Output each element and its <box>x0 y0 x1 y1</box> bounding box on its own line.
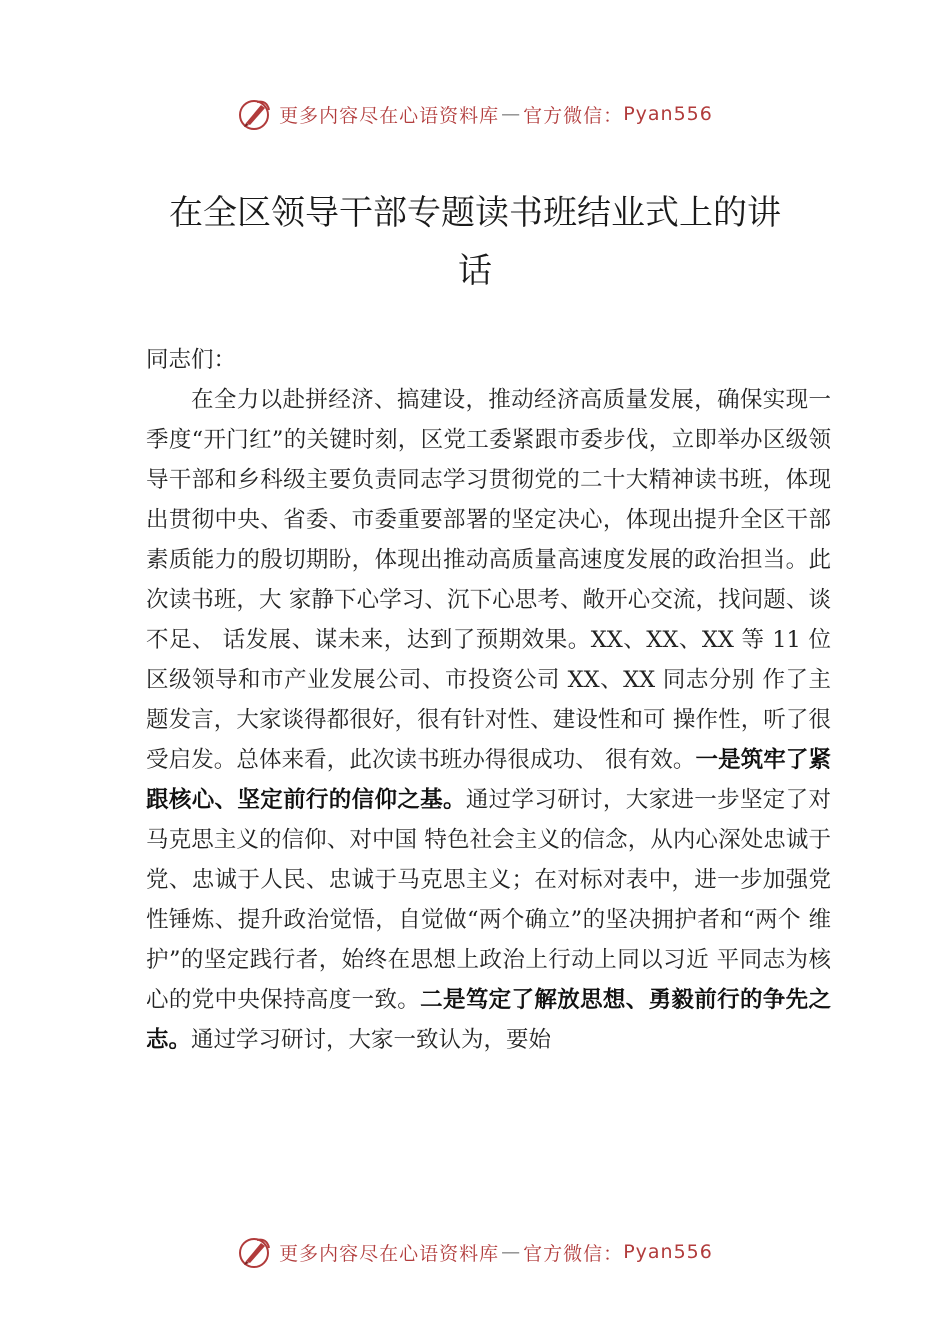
point-two-text: 通过学习研讨，大家一致认为，要始 <box>191 1027 552 1053</box>
footer-watermark <box>0 1232 950 1272</box>
watermark-wechat-label: 官方微信： <box>523 1242 624 1265</box>
body-paragraph <box>146 380 831 1060</box>
title-line-1: 在全区领导干部专题读书班结业式上的讲 <box>169 193 781 233</box>
watermark-wechat-label: 官方微信： <box>523 104 624 127</box>
watermark-text: 更多内容尽在心语资料库 <box>279 1242 500 1265</box>
point-one-heading: 一是筑牢了紧跟核心、坚定前行的信仰之基。 <box>146 747 831 813</box>
title-line-2: 话 <box>458 251 492 291</box>
pen-logo-icon <box>237 1234 273 1270</box>
header-watermark <box>0 94 950 134</box>
salutation: 同志们： <box>146 347 237 373</box>
paragraph-intro: 在全力以赴拼经济、搞建设，推动经济高质量发展，确保实现一季度“开门红”的关键时刻，区党工委紧跟市委步伐，立即举办区级领导干部和乡科级主要负责同志学习贯彻党的二十大精神读书班，体现出贯彻中央、省委、市委重要部署的坚定决心，体现出提升全区干部素质能力的殷切期盼，体现出推动高质量高速度发展的政治担当。此次读书班，大 家静下心学习、沉下心思考、敞开心交流，找问题、谈不足、 话发展、谋未来，达到了预期效果。XX、XX、XX 等 11 位区级领导和市产业发展公司、市投资公司 XX、XX 同志分别 作了主题发言，大家谈得都很好，很有针对性、建设性和可 操作性，听了很受启发。总体来看，此次读书班办得很成功、 很有效。 <box>146 387 831 773</box>
watermark-separator: — <box>501 1241 522 1263</box>
pen-logo-icon <box>237 96 273 132</box>
document-title <box>150 184 800 300</box>
watermark-separator: — <box>501 103 522 125</box>
watermark-wechat-id: Pyan556 <box>623 1241 713 1263</box>
point-two-heading: 二是笃定了解放思想、勇毅前行的争先之志。 <box>146 987 831 1053</box>
point-one-text: 通过学习研讨，大家进一步坚定了对马克思主义的信仰、对中国 特色社会主义的信念，从内心深处忠诚于党、忠诚于人民、忠诚于马克思主义；在对标对表中，进一步加强党性锤炼、提升政治觉悟，自觉做“两个确立”的坚决拥护者和“两个 维护”的坚定践行者，始终在思想上政治上行动上同以习近 平同志为核心的党中央保持高度一致。 <box>146 787 831 1013</box>
document-body <box>146 340 831 1060</box>
watermark-text: 更多内容尽在心语资料库 <box>279 104 500 127</box>
watermark-wechat-id: Pyan556 <box>623 103 713 125</box>
